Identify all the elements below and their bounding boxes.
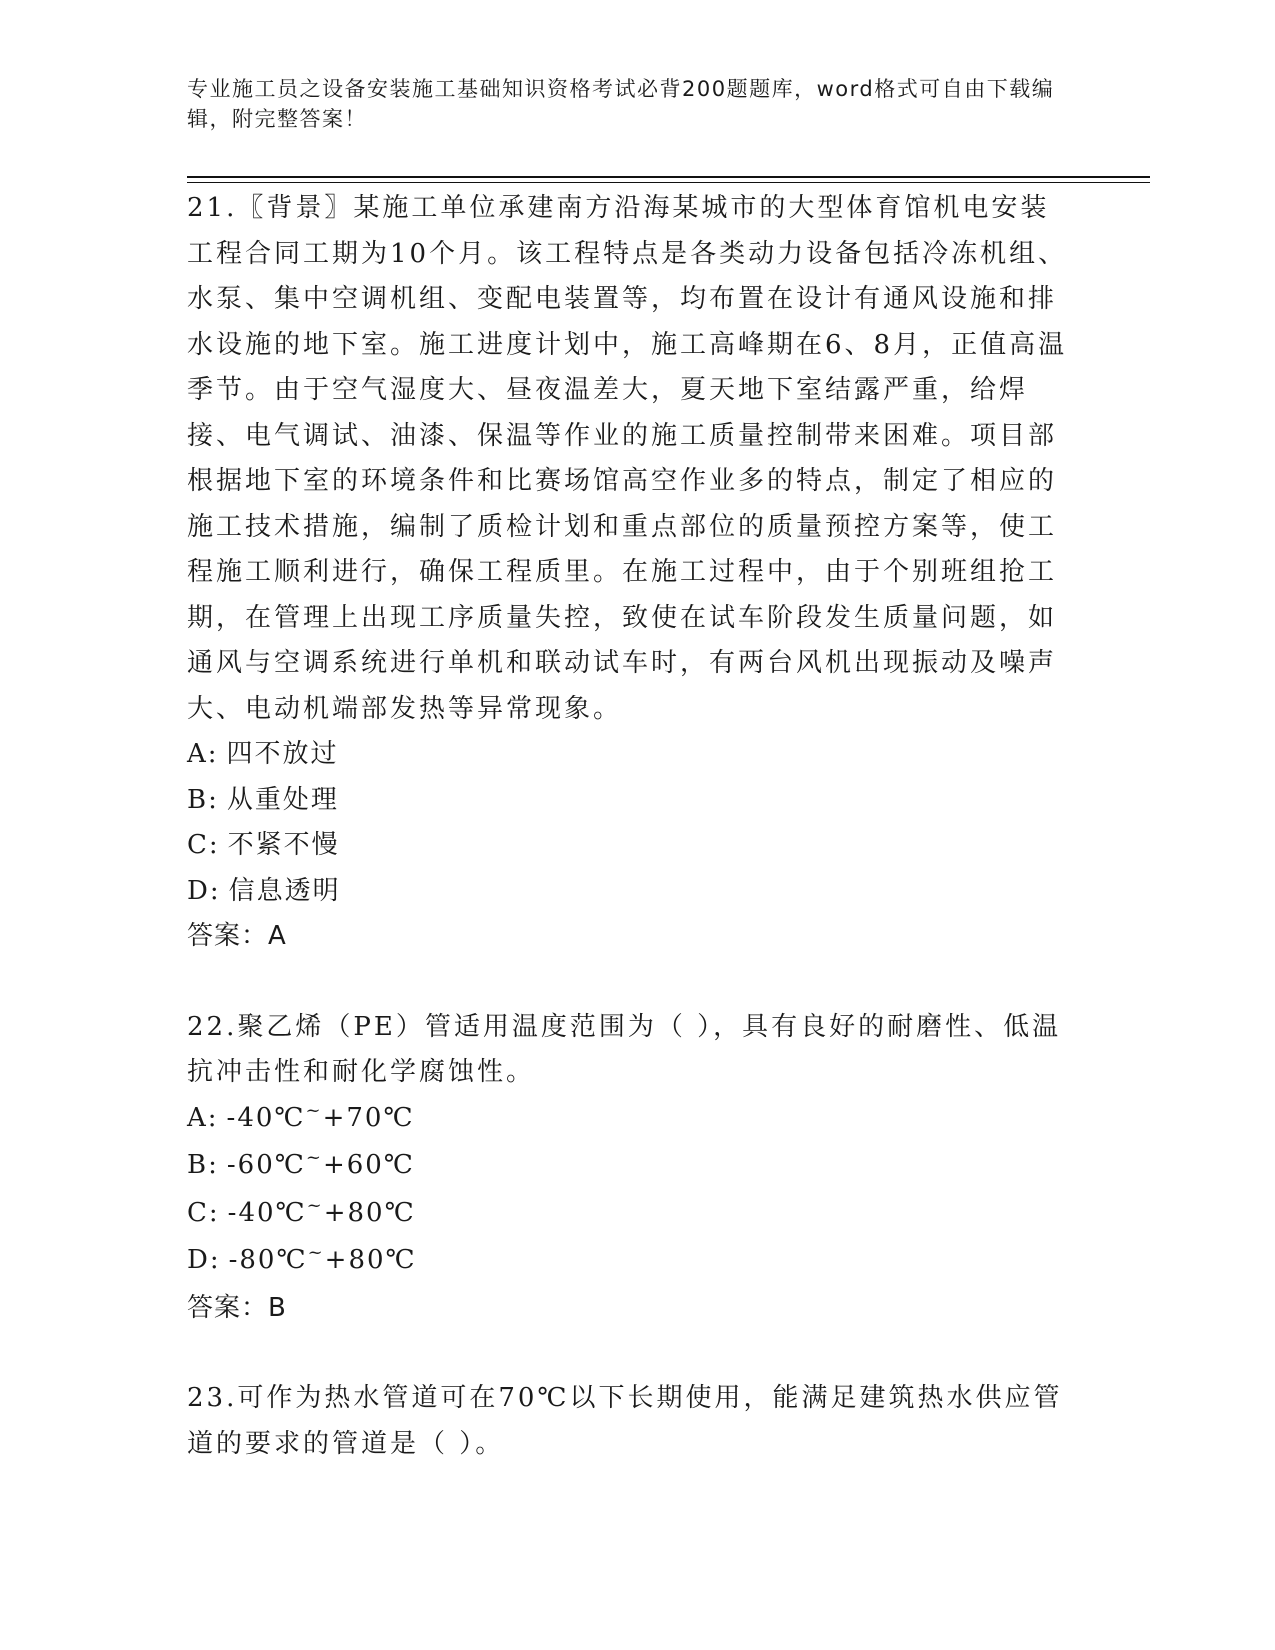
option-b [187,1143,1077,1191]
answer-line: 答案：B [187,1292,287,1323]
option-range-low: -40℃ [227,1197,307,1228]
option-text: 信息透明 [228,875,341,906]
answer-line: 答案：A [187,921,287,951]
option-key: B: [187,784,219,815]
option-range-high: +70℃ [322,1102,415,1133]
option-text: 不紧不慢 [227,830,340,860]
tilde-mark: ~ [306,1194,324,1216]
option-c [187,823,1077,869]
option-range-high: +80℃ [324,1245,417,1275]
tilde-mark: ~ [307,1242,325,1263]
question-23 [187,1376,1077,1467]
question-spacer [187,1331,1077,1376]
question-list [187,186,1077,1467]
question-22 [187,1005,1077,1332]
option-range-low: -60℃ [226,1150,306,1180]
option-range-high: +80℃ [323,1197,416,1228]
option-c [187,1191,1077,1239]
option-key: C: [187,830,220,860]
option-key: B: [187,1150,219,1180]
option-key: C: [187,1197,220,1228]
question-21 [187,186,1077,960]
option-range-high: +60℃ [322,1150,415,1180]
option-d [187,1238,1077,1286]
header-divider-thin [187,182,1150,183]
question-spacer [187,960,1077,1005]
option-d [187,869,1077,915]
option-a [187,1096,1077,1144]
option-key: A: [187,739,219,769]
option-key: D: [187,875,221,906]
option-key: D: [187,1245,221,1275]
document-header [187,74,1067,134]
question-text: 23.可作为热水管道可在70℃以下长期使用，能满足建筑热水供应管道的要求的管道是（ ）。 [187,1383,1063,1459]
question-text: 21.〖背景〗某施工单位承建南方沿海某城市的大型体育馆机电安装工程合同工期为10个月。该工程特点是各类动力设备包括冷冻机组、水泵、集中空调机组、变配电装置等，均布置在设计有通风设施和排水设施的地下室。施工进度计划中，施工高峰期在6、8月，正值高温季节。由于空气湿度大、昼夜温差大，夏天地下室结露严重，给焊接、电气调试、油漆、保温等作业的施工质量控制带来困难。项目部根据地下室的环境条件和比赛场馆高空作业多的特点，制定了相应的施工技术措施，编制了质检计划和重点部位的质量预控方案等，使工程施工顺利进行，确保工程质里。在施工过程中，由于个别班组抢工期，在管理上出现工序质量失控，致使在试车阶段发生质量问题，如通风与空调系统进行单机和联动试车时，有两台风机出现振动及噪声大、电动机端部发热等异常现象。 [187,193,1068,724]
option-range-low: -80℃ [228,1245,308,1275]
header-divider-thick [187,176,1150,178]
option-a [187,732,1077,778]
option-range-low: -40℃ [226,1102,306,1133]
option-key: A: [187,1102,219,1133]
option-b [187,778,1077,824]
option-text: 从重处理 [226,784,339,815]
question-text: 22.聚乙烯（PE）管适用温度范围为（ ），具有良好的耐磨性、低温抗冲击性和耐化学腐蚀性。 [187,1011,1062,1087]
tilde-mark: ~ [305,1099,323,1121]
option-text: 四不放过 [226,739,339,769]
header-title: 专业施工员之设备安装施工基础知识资格考试必背200题题库，word格式可自由下载编辑，附完整答案！ [187,77,1055,131]
tilde-mark: ~ [305,1147,323,1168]
